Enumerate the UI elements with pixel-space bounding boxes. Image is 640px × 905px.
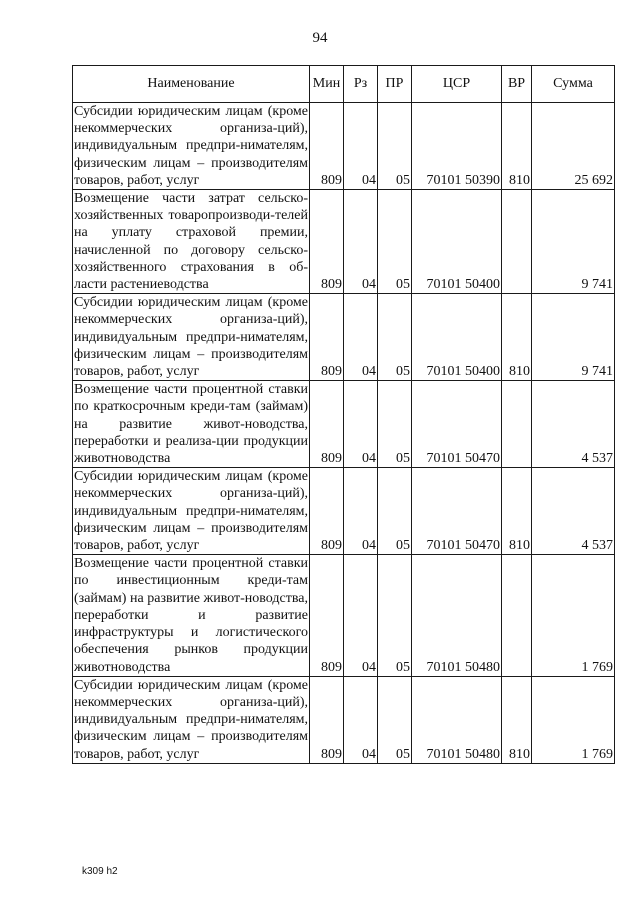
cell-csr: 70101 50400 <box>412 294 502 381</box>
cell-sum: 1 769 <box>532 555 615 676</box>
cell-csr: 70101 50400 <box>412 190 502 294</box>
cell-csr: 70101 50470 <box>412 468 502 555</box>
cell-name: Субсидии юридическим лицам (кроме некоммерческих организа-ций), индивидуальным предпри-нимателям, физическим лицам – производителям товаров, работ, услуг <box>74 295 308 380</box>
table-row <box>73 381 615 468</box>
cell-vr <box>502 190 532 294</box>
cell-name: Возмещение части процентной ставки по инвестиционным креди-там (займам) на развитие живот-новодства, переработки и развитие инфраструктуры и логистического обеспечения рынков продукции животноводства <box>74 556 308 675</box>
cell-pr: 05 <box>378 190 412 294</box>
cell-vr: 810 <box>502 676 532 763</box>
cell-vr <box>502 555 532 676</box>
header-row <box>73 66 615 103</box>
cell-sum: 1 769 <box>532 676 615 763</box>
cell-min: 809 <box>310 468 344 555</box>
cell-rz: 04 <box>344 555 378 676</box>
cell-rz: 04 <box>344 103 378 190</box>
cell-vr: 810 <box>502 468 532 555</box>
cell-sum: 4 537 <box>532 381 615 468</box>
cell-pr: 05 <box>378 676 412 763</box>
cell-min: 809 <box>310 103 344 190</box>
cell-sum: 4 537 <box>532 468 615 555</box>
table-row <box>73 190 615 294</box>
cell-pr: 05 <box>378 294 412 381</box>
cell-sum: 25 692 <box>532 103 615 190</box>
cell-rz: 04 <box>344 468 378 555</box>
cell-min: 809 <box>310 190 344 294</box>
cell-sum: 9 741 <box>532 294 615 381</box>
cell-rz: 04 <box>344 676 378 763</box>
header-csr: ЦСР <box>412 66 502 103</box>
table-row <box>73 103 615 190</box>
cell-min: 809 <box>310 381 344 468</box>
cell-rz: 04 <box>344 381 378 468</box>
cell-vr: 810 <box>502 103 532 190</box>
table-row <box>73 555 615 676</box>
cell-sum: 9 741 <box>532 190 615 294</box>
table-row <box>73 468 615 555</box>
cell-name: Субсидии юридическим лицам (кроме некоммерческих организа-ций), индивидуальным предпри-нимателям, физическим лицам – производителям товаров, работ, услуг <box>74 104 308 188</box>
budget-table <box>72 65 615 764</box>
header-pr: ПР <box>378 66 412 103</box>
cell-vr: 810 <box>502 294 532 381</box>
cell-name: Субсидии юридическим лицам (кроме некоммерческих организа-ций), индивидуальным предпри-нимателям, физическим лицам – производителям товаров, работ, услуг <box>74 677 308 762</box>
cell-pr: 05 <box>378 468 412 555</box>
page-number: 94 <box>312 30 328 46</box>
cell-csr: 70101 50480 <box>412 676 502 763</box>
cell-name: Возмещение части затрат сельско-хозяйственных товаропроизводи-телей на уплату страховой премии, начисленной по договору сельско-хозяйственного страхования в об-ласти растениеводства <box>74 191 308 293</box>
cell-pr: 05 <box>378 555 412 676</box>
table-row <box>73 676 615 763</box>
cell-name: Возмещение части процентной ставки по краткосрочным креди-там (займам) на развитие живот-новодства, переработки и реализа-ции продукции животноводства <box>74 382 308 467</box>
cell-min: 809 <box>310 555 344 676</box>
header-name: Наименование <box>73 66 310 103</box>
cell-name: Субсидии юридическим лицам (кроме некоммерческих организа-ций), индивидуальным предпри-нимателям, физическим лицам – производителям товаров, работ, услуг <box>74 469 308 554</box>
header-sum: Сумма <box>532 66 615 103</box>
cell-csr: 70101 50390 <box>412 103 502 190</box>
cell-pr: 05 <box>378 381 412 468</box>
header-rz: Рз <box>344 66 378 103</box>
cell-min: 809 <box>310 294 344 381</box>
footer-code: k309 h2 <box>82 866 118 877</box>
table-row <box>73 294 615 381</box>
cell-min: 809 <box>310 676 344 763</box>
cell-vr <box>502 381 532 468</box>
header-vr: ВР <box>502 66 532 103</box>
cell-csr: 70101 50470 <box>412 381 502 468</box>
header-min: Мин <box>310 66 344 103</box>
cell-rz: 04 <box>344 190 378 294</box>
cell-pr: 05 <box>378 103 412 190</box>
cell-csr: 70101 50480 <box>412 555 502 676</box>
cell-rz: 04 <box>344 294 378 381</box>
